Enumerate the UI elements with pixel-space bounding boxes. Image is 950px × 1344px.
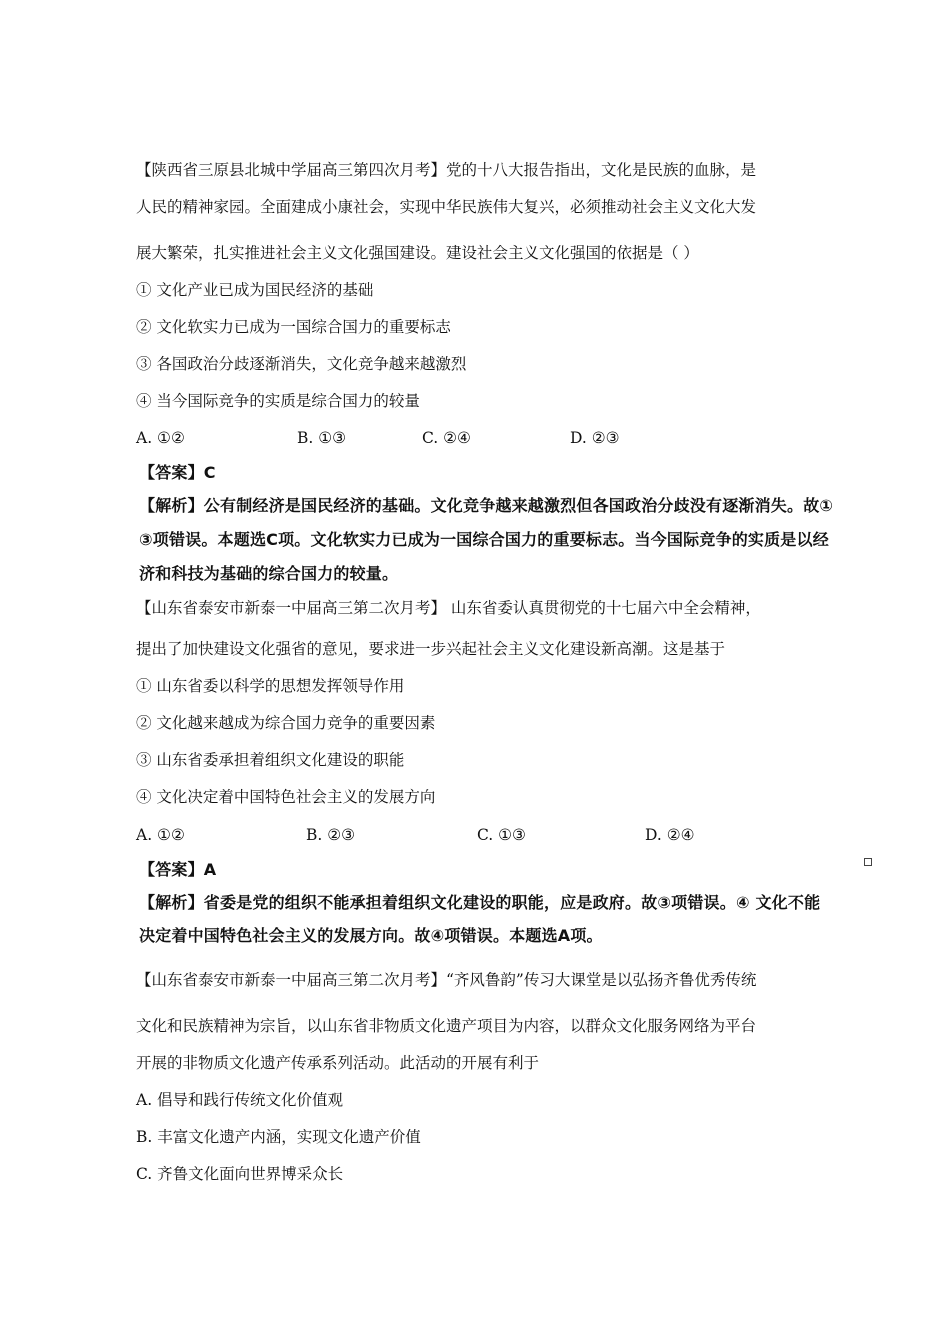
q1-stem-line-2: 人民的精神家园。全面建成小康社会，实现中华民族伟大复兴，必须推动社会主义文化大发 (136, 198, 757, 216)
q1-item-4: ④ 当今国际竞争的实质是综合国力的较量 (136, 392, 420, 410)
q2-choice-d: D. ②④ (645, 826, 695, 844)
q2-analysis-line-2: 决定着中国特色社会主义的发展方向。故④项错误。本题选A项。 (139, 926, 603, 945)
q1-analysis-line-2: ③项错误。本题选C项。文化软实力已成为一国综合国力的重要标志。当今国际竞争的实质是以经 (139, 530, 829, 549)
q1-analysis-line-1: 【解析】公有制经济是国民经济的基础。文化竞争越来越激烈但各国政治分歧没有逐渐消失。故① (139, 496, 834, 515)
q2-stem-line-2: 提出了加快建设文化强省的意见，要求进一步兴起社会主义文化建设新高潮。这是基于 (136, 640, 726, 658)
q2-answer: 【答案】A (139, 860, 217, 879)
q3-stem-line-3: 开展的非物质文化遗产传承系列活动。此活动的开展有利于 (136, 1054, 540, 1072)
q1-choice-b: B. ①③ (297, 429, 347, 447)
q1-stem-line-1: 【陕西省三原县北城中学届高三第四次月考】党的十八大报告指出，文化是民族的血脉，是 (136, 161, 757, 179)
q2-choice-c: C. ①③ (477, 826, 526, 844)
q2-choice-b: B. ②③ (306, 826, 356, 844)
q3-choice-c: C. 齐鲁文化面向世界博采众长 (136, 1165, 344, 1183)
q2-stem-line-1: 【山东省泰安市新泰一中届高三第二次月考】 山东省委认真贯彻党的十七届六中全会精神， (136, 599, 761, 617)
q1-choice-d: D. ②③ (570, 429, 620, 447)
q2-choice-a: A. ①② (136, 826, 185, 844)
q1-stem-line-3: 展大繁荣，扎实推进社会主义文化强国建设。建设社会主义文化强国的依据是（ ） (136, 244, 699, 262)
q3-stem-line-1: 【山东省泰安市新泰一中届高三第二次月考】“齐风鲁韵”传习大课堂是以弘扬齐鲁优秀传统 (136, 971, 757, 989)
small-square-mark (864, 858, 872, 866)
q1-analysis-line-3: 济和科技为基础的综合国力的较量。 (139, 564, 399, 583)
q1-item-3: ③ 各国政治分歧逐渐消失，文化竞争越来越激烈 (136, 355, 467, 373)
q1-answer: 【答案】C (139, 463, 216, 482)
q2-item-1: ① 山东省委以科学的思想发挥领导作用 (136, 677, 405, 695)
q3-stem-line-2: 文化和民族精神为宗旨，以山东省非物质文化遗产项目为内容，以群众文化服务网络为平台 (136, 1017, 757, 1035)
q1-item-2: ② 文化软实力已成为一国综合国力的重要标志 (136, 318, 451, 336)
q2-item-4: ④ 文化决定着中国特色社会主义的发展方向 (136, 788, 436, 806)
q3-choice-b: B. 丰富文化遗产内涵，实现文化遗产价值 (136, 1128, 421, 1146)
q2-item-2: ② 文化越来越成为综合国力竞争的重要因素 (136, 714, 436, 732)
q1-choice-c: C. ②④ (422, 429, 471, 447)
q2-item-3: ③ 山东省委承担着组织文化建设的职能 (136, 751, 405, 769)
q1-item-1: ① 文化产业已成为国民经济的基础 (136, 281, 374, 299)
q1-choice-a: A. ①② (136, 429, 185, 447)
q3-choice-a: A. 倡导和践行传统文化价值观 (136, 1091, 344, 1109)
q2-analysis-line-1: 【解析】省委是党的组织不能承担着组织文化建设的职能，应是政府。故③项错误。④ 文化不能 (139, 893, 821, 912)
